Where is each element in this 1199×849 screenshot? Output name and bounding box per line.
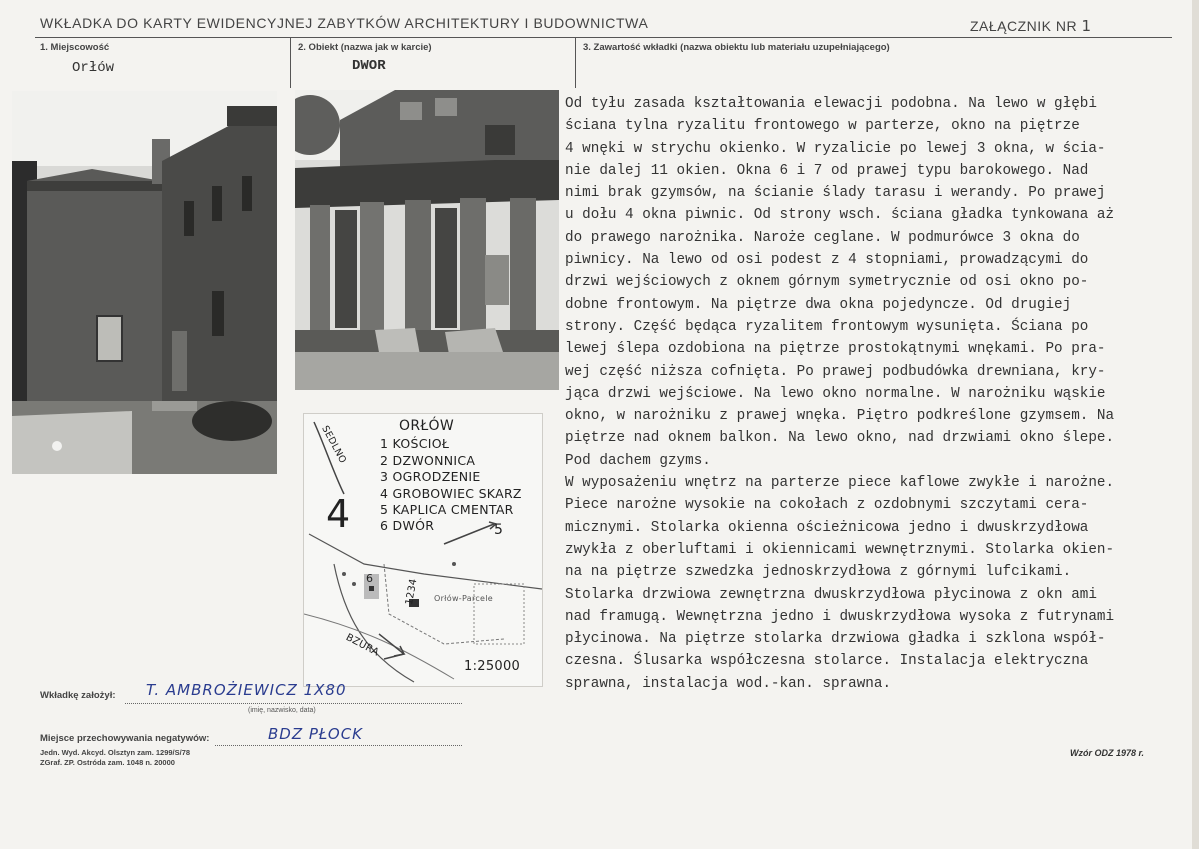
description-line: micznymi. Stolarka okienna ościeżnicowa jedno i dwuskrzydłowa: [565, 519, 1089, 536]
description-text: [565, 93, 1197, 695]
description-line: drzwi wejściowych z oknem górnym symetrycznie od osi okno po-: [565, 274, 1089, 291]
description-line: u dołu 4 okna piwnic. Od strony wsch. ściana gładka tynkowana aż: [565, 207, 1115, 224]
description-line: dobne frontowym. Na piętrze dwa okna pojedyncze. Od drugiej: [565, 296, 1072, 313]
field-divider-2: [575, 37, 576, 88]
description-line: nie dalej 11 okien. Okna 6 i 7 od prawej typu barokowego. Nad: [565, 162, 1089, 179]
description-line: jąca drzwi wejściowe. Na lewo okno normalne. W narożniku wąskie: [565, 385, 1106, 402]
description-line: nimi brak gzymsów, na ścianie ślady tarasu i werandy. Po prawej: [565, 185, 1106, 202]
description-line: płycinowa. Na piętrze stolarka drzwiowa gładka i szklona współ-: [565, 631, 1106, 648]
description-line: 4 wnęki w strychu okienko. W ryzalicie po lewej 3 okna, w ścia-: [565, 140, 1106, 157]
author-dotline: [125, 703, 462, 704]
map-item-2: 2 DZWONNICA: [380, 453, 476, 468]
map-label-1234: 1234: [404, 577, 420, 606]
form-title: WKŁADKA DO KARTY EWIDENCYJNEJ ZABYTKÓW ARCHITEKTURY I BUDOWNICTWA: [40, 15, 649, 31]
description-line: lewej ślepa ozdobiona na piętrze prostokątnymi wnękami. Po pra-: [565, 341, 1106, 358]
description-line: na na piętrze szwedzka jednoskrzydłowa z górnymi lufcikami.: [565, 564, 1072, 581]
description-line: sprawna, instalacja wod.-kan. sprawna.: [565, 675, 892, 692]
map-label-6: 6: [366, 572, 374, 585]
map-item-1: 1 KOŚCIOŁ: [380, 436, 450, 451]
attachment-label: ZAŁĄCZNIK NR: [970, 18, 1078, 34]
attachment-number: [970, 17, 1092, 35]
description-line: okno, w narożniku z prawej wnęka. Piętro podkreślone gzymsem. Na: [565, 408, 1115, 425]
place-value: Orłów: [72, 60, 115, 76]
map-road-label: SEDLNO: [319, 424, 349, 466]
author-label: Wkładkę założył:: [40, 690, 116, 701]
attachment-value: 1: [1081, 17, 1092, 35]
author-sub: (imię, nazwisko, data): [248, 707, 316, 714]
description-line: piętrze nad oknem balkon. Na lewo okno, nad drzwiami okno ślepe.: [565, 430, 1115, 447]
photo-front-portico: [295, 90, 559, 390]
storage-label: Miejsce przechowywania negatywów:: [40, 733, 210, 744]
photo-rear-image: [12, 91, 277, 474]
print-line-1: Jedn. Wyd. Akcyd. Olsztyn zam. 1299/S/78: [40, 748, 191, 757]
map-item-4: 4 GROBOWIEC SKARZ: [380, 486, 522, 501]
map-item-6: 6 DWÓR: [380, 518, 435, 533]
description-line: zwykła z oberluftami i okiennicami wewnętrznymi. Stolarka okien-: [565, 541, 1115, 558]
description-line: wej część niższa cofnięta. Po prawej podbudówka drewniana, kry-: [565, 363, 1106, 380]
storage-value: BDZ PŁOCK: [268, 725, 364, 743]
author-value: T. AMBROŻIEWICZ 1X80: [146, 681, 347, 699]
header-rule: [35, 37, 1172, 38]
description-line: Pod dachem gzyms.: [565, 452, 711, 469]
description-line: W wyposażeniu wnętrz na parterze piece kaflowe zwykłe i narożne.: [565, 475, 1115, 492]
description-line: Piece narożne wysokie na cokołach z ozdobnymi szczytami cera-: [565, 497, 1089, 514]
photo-rear-view: [12, 91, 277, 474]
print-line-2: ZGraf. ZP. Ostróda zam. 1048 n. 20000: [40, 758, 175, 767]
description-line: Od tyłu zasada kształtowania elewacji podobna. Na lewo w głębi: [565, 96, 1097, 112]
description-line: ściana tylna ryzalitu frontowego w parterze, okno na piętrze: [565, 118, 1080, 135]
map-place-print: Orłów-Parcele: [434, 594, 494, 603]
map-item-5: 5 KAPLICA CMENTAR: [380, 502, 514, 517]
map-scale: 1:25000: [464, 659, 521, 674]
form-code: Wzór ODZ 1978 r.: [1070, 748, 1145, 758]
contents-label: 3. Zawartość wkładki (nazwa obiektu lub materiału uzupełniającego): [583, 42, 890, 53]
map-big-number: 4: [326, 492, 351, 536]
map-river-label: BZURA: [343, 632, 381, 659]
description-line: piwnicy. Na lewo od osi podest z 4 stopniami, prowadzącymi do: [565, 252, 1089, 269]
description-line: czesna. Ślusarka współczesna stolarce. Instalacja elektryczna: [565, 653, 1089, 670]
field-divider-1: [290, 37, 291, 88]
map-item-3: 3 OGRODZENIE: [380, 469, 481, 484]
photo-front-image: [295, 90, 559, 390]
storage-dotline: [215, 745, 462, 746]
map-label-5: 5: [494, 522, 504, 538]
map-title: ORŁÓW: [399, 418, 454, 434]
description-line: Stolarka drzwiowa zewnętrzna dwuskrzydłowa płycinowa z okn ami: [565, 586, 1097, 603]
print-info: [40, 748, 190, 768]
description-line: nad framugą. Wewnętrzna jedno i dwuskrzydłowa wysoka z futrynami: [565, 608, 1115, 625]
place-label: 1. Miejscowość: [40, 42, 110, 53]
description-line: do prawego narożnika. Naroże ceglane. W podmurówce 3 okna do: [565, 229, 1080, 246]
description-line: strony. Część będąca ryzalitem frontowym wysunięta. Ściana po: [565, 318, 1089, 335]
location-map: [303, 413, 543, 687]
object-value: DWOR: [352, 58, 386, 74]
object-label: 2. Obiekt (nazwa jak w karcie): [298, 42, 432, 53]
